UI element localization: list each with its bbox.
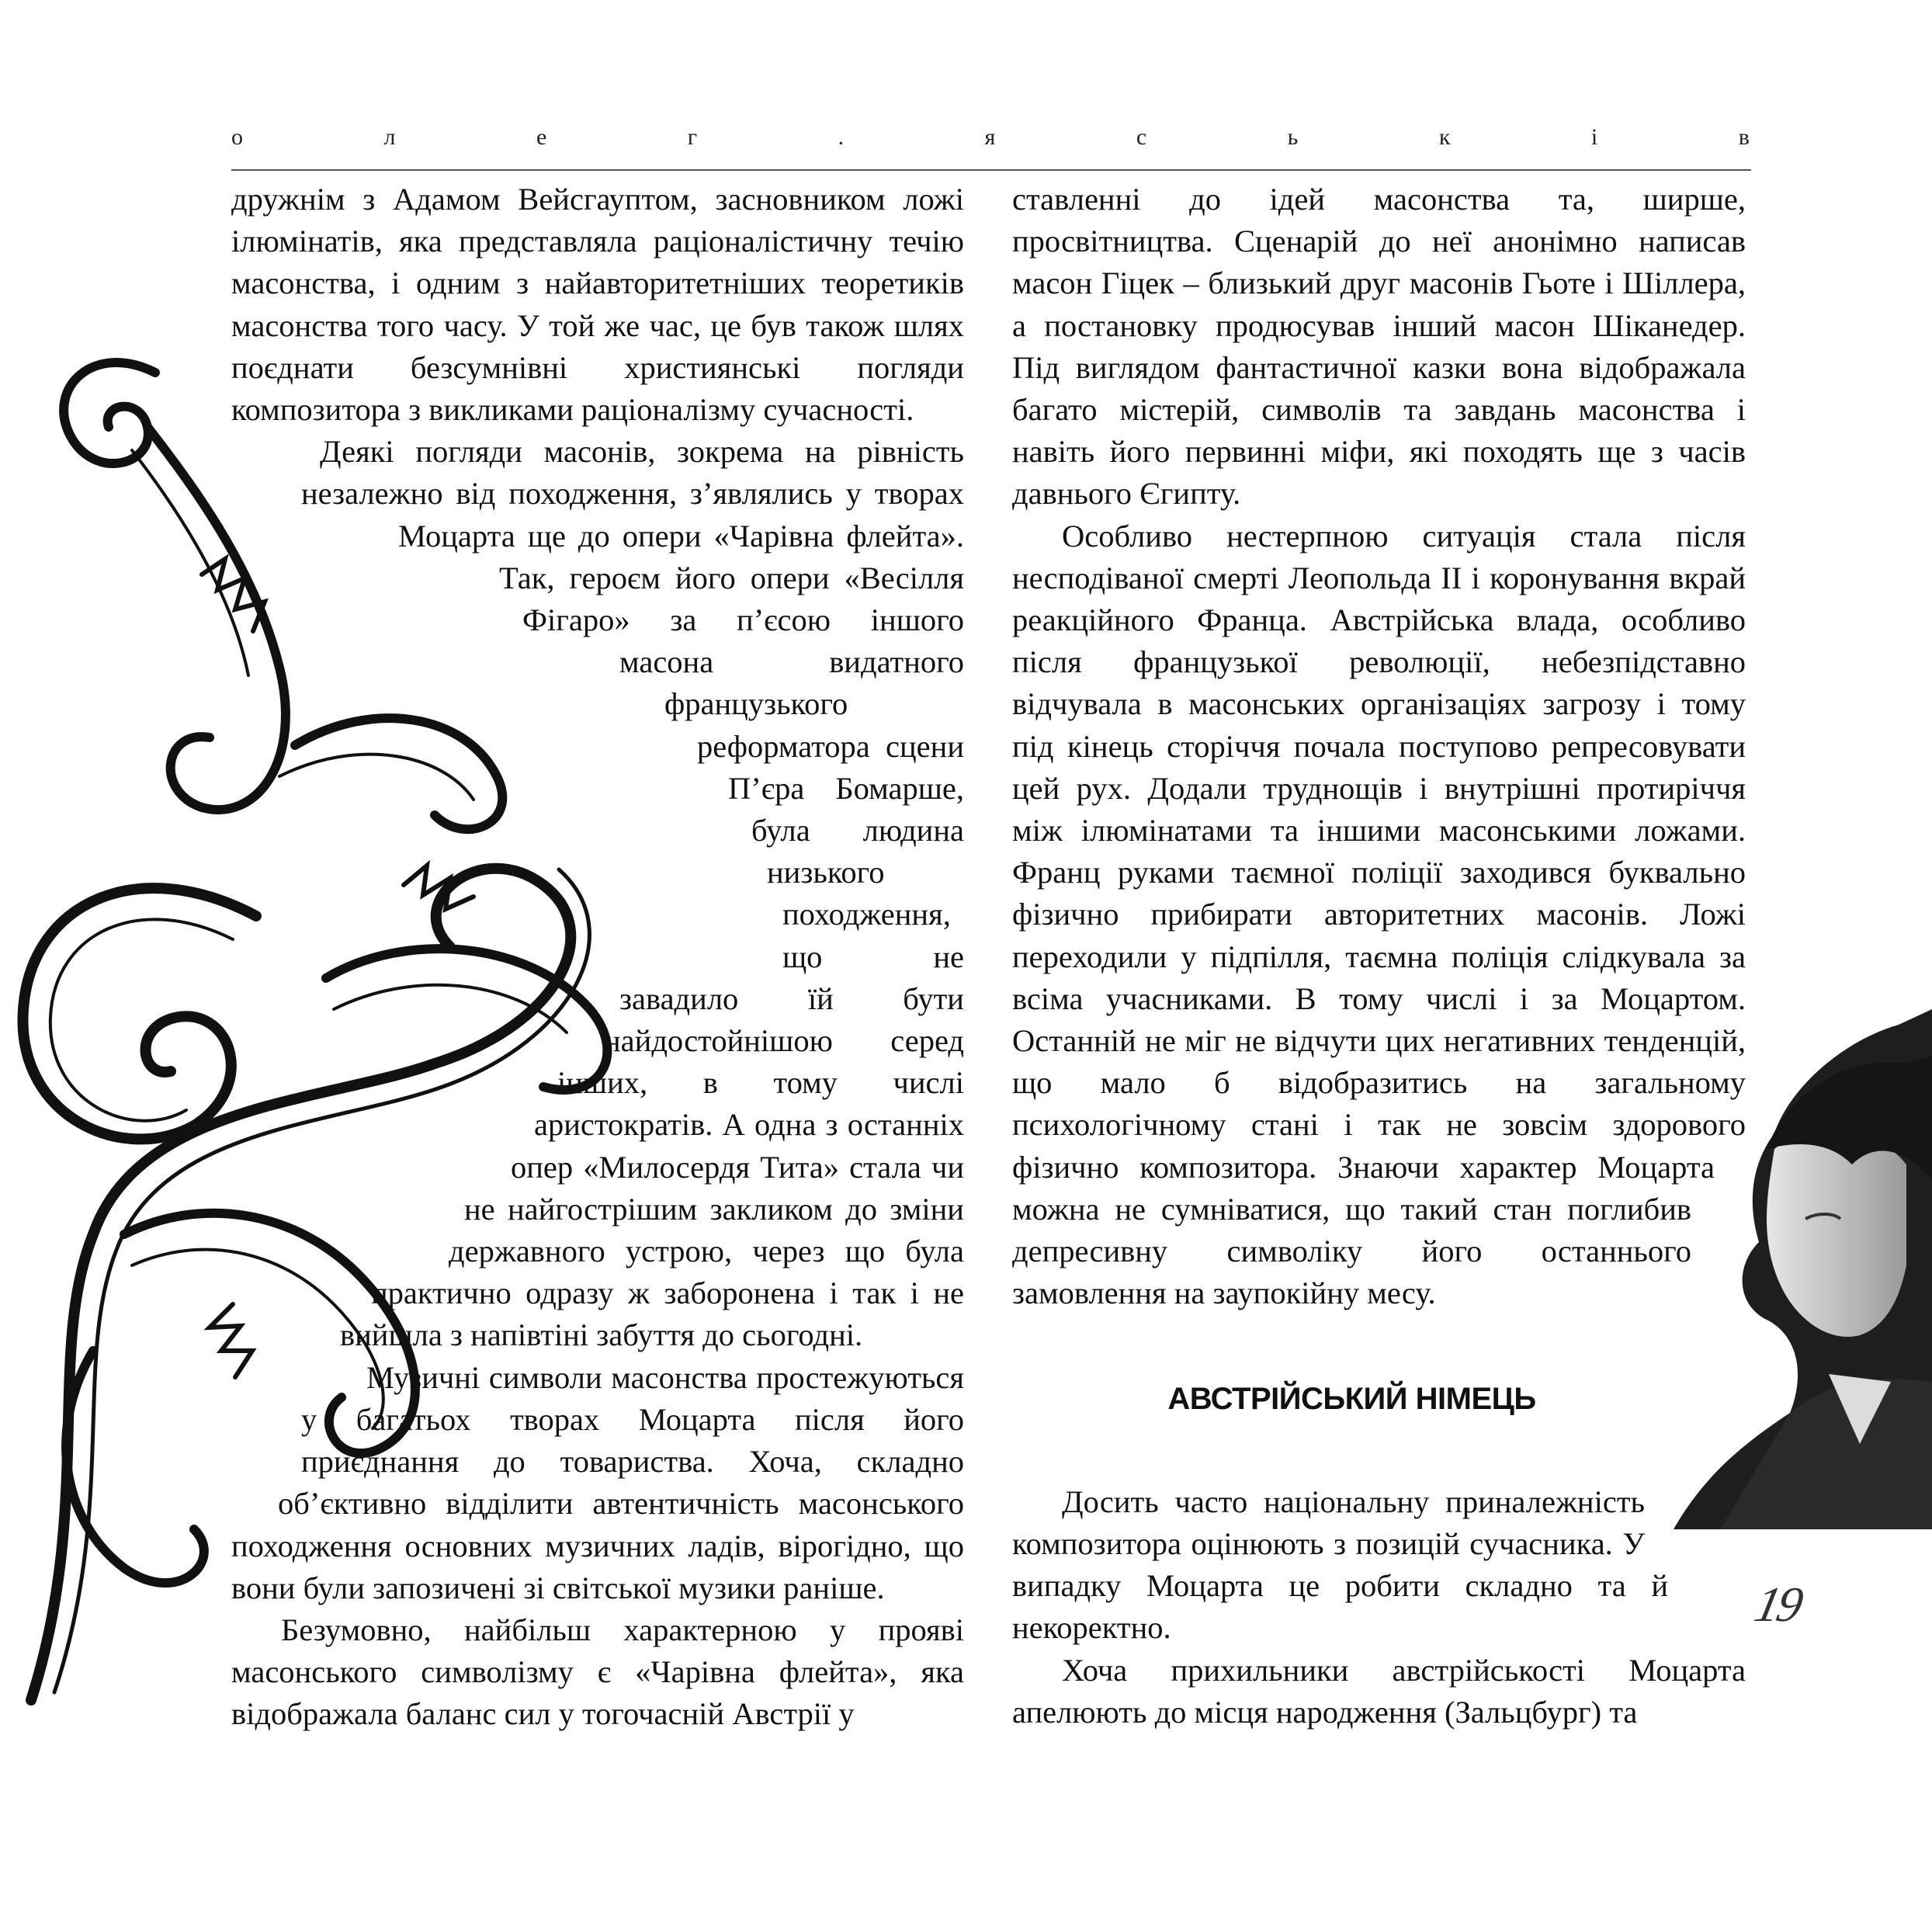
paragraph: Деякі погляди масонів, зокрема на рівність незалежно від походження, з’являлись у творах Моцарта ще до опери «Чарівна флейта». Так, героєм його опери «Весілля Фігаро» за п’єсою іншого масона видатного французького реформатора сцени П’єра Бомарше, була людина низького походження, що не завадило їй бути найдостойнішою серед інших, в тому числі аристократів. А одна з останніх опер «Милосердя Тита» стала чи не найгострішим закликом до зміни державного устрою, через що була практично одразу ж заборонена і так і не вийшла з напівтіні забуття до сьогодні. <box>301 434 964 1353</box>
running-head <box>231 124 1751 151</box>
running-head-letter: я <box>984 124 997 150</box>
running-head-letter: ь <box>1287 124 1300 150</box>
running-head-letter: л <box>383 124 397 150</box>
section-heading: АВСТРІЙСЬКИЙ НІМЕЦЬ <box>1167 1382 1536 1417</box>
paragraph: Музичні символи масонства простежуються у багатьох творах Моцарта після його приєднання до товариства. Хоча, складно об’єктивно відділити автентичність масонського походження основних музичних ладів, вірогідно, що вони були запозичені зі світської музики раніше. <box>231 1359 964 1605</box>
paragraph: дружнім з Адамом Вейсгауптом, засновником ложі ілюмінатів, яка представляла раціоналістичну течію масонства, і одним з найавторитетніших теоретиків масонства того часу. У той же час, це був також шлях поєднати безсумнівні християнські погляди композитора з викликами раціоналізму сучасності. <box>231 182 964 428</box>
paragraph: ставленні до ідей масонства та, ширше, просвітництва. Сценарій до неї анонімно написав масон Гіцек – близький друг масонів Гьоте і Шіллера, а постановку продюсував інший масон Шіканедер. Під виглядом фантастичної казки вона відображала багато містерій, символів та завдань масонства і навіть його первинні міфи, які походять ще з часів давнього Єгипту. <box>1012 182 1746 512</box>
running-head-letter: в <box>1738 124 1751 150</box>
right-column <box>1012 179 1746 1733</box>
running-head-letter: . <box>838 124 846 150</box>
paragraph: Хоча прихильники австрійськості Моцарта апелюють до місця народження (Зальцбург) та <box>1012 1652 1746 1730</box>
left-column <box>231 179 964 1736</box>
paragraph: Безумовно, найбільш характерною у прояві масонського символізму є «Чарівна флейта», яка відображала баланс сил у тогочасній Австрії у <box>231 1612 964 1732</box>
running-head-letter: с <box>1136 124 1149 150</box>
page-number: 19 <box>1750 1577 1805 1632</box>
running-head-letter: і <box>1590 124 1600 150</box>
paragraph: Особливо нестерпною ситуація стала після несподіваної смерті Леопольда II і коронування вкрай реакційного Франца. Австрійська влада, особливо після французької революції, небезпідставно відчувала в масонських організаціях загрозу і тому під кінець сторіччя почала поступово репресовувати цей рух. Додали труднощів і внутрішні протиріччя між ілюмінатами та іншими масонськими ложами. Франц руками таємної поліції заходився буквально фізично прибирати авторитетних масонів. Ложі переходили у підпілля, таємна поліція слідкувала за всіма учасниками. В тому числі і за Моцартом. Останній не міг не відчути цих негативних тенденцій, що мало б відобразитись на загальному психологічному стані і так не зовсім здорового фізично композитора. Знаючи характер Моцарта можна не сумніватися, що такий стан поглибив депресивну символіку його останнього замовлення на заупокійну месу. <box>1012 518 1746 1311</box>
paragraph: Досить часто національну приналежність композитора оцінюють з позицій сучасника. У випадку Моцарта це робити складно та й некоректно. <box>1012 1484 1668 1646</box>
header-rule <box>231 169 1751 171</box>
running-head-letter: е <box>536 124 549 150</box>
running-head-letter: о <box>231 124 245 150</box>
running-head-letter: к <box>1438 124 1452 150</box>
running-head-letter: г <box>687 124 699 150</box>
